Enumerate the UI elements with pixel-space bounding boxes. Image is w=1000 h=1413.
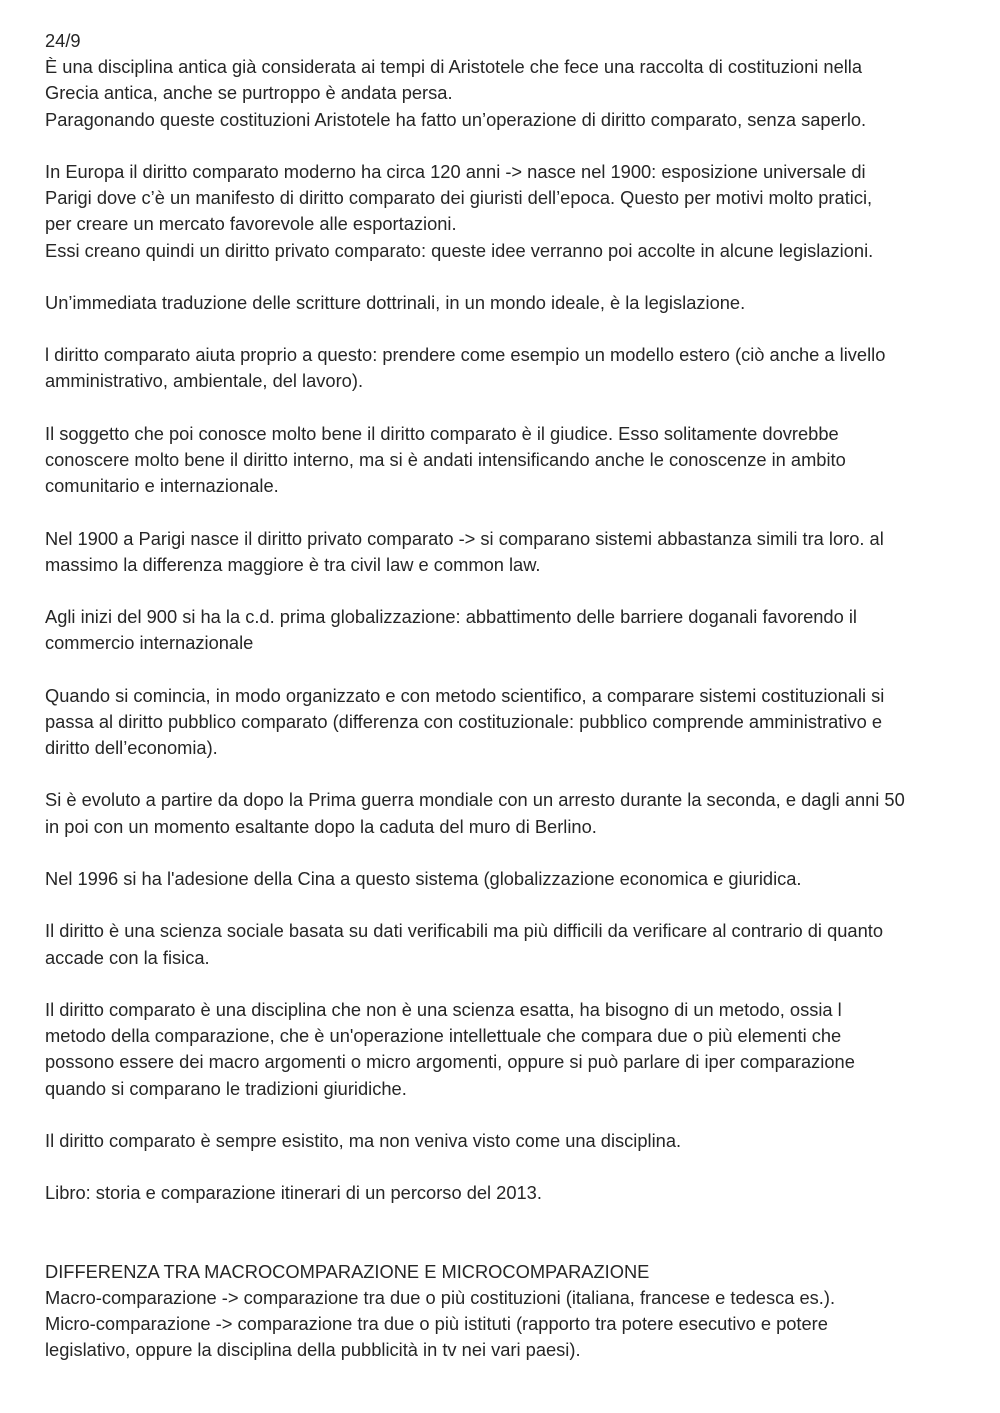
text-line: comunitario e internazionale. (45, 475, 279, 497)
paragraph-spacer (45, 395, 960, 421)
date-heading: 24/9 (45, 30, 81, 51)
paragraph (45, 866, 960, 892)
paragraph-spacer (45, 264, 960, 290)
text-line: Nel 1996 si ha l'adesione della Cina a questo sistema (globalizzazione economica e giuridica. (45, 868, 802, 889)
text-line: Parigi dove c’è un manifesto di diritto comparato dei giuristi dell’epoca. Questo per motivi molto pratici, (45, 187, 873, 209)
paragraph-list (45, 54, 960, 1206)
text-line: Quando si comincia, in modo organizzato e con metodo scientifico, a comparare sistemi costituzionali si (45, 684, 885, 706)
paragraph-spacer (45, 761, 960, 787)
text-line: Agli inizi del 900 si ha la c.d. prima globalizzazione: abbattimento delle barriere doganali favorendo il (45, 606, 857, 628)
paragraph (45, 918, 960, 970)
text-line: Grecia antica, anche se purtroppo è andata persa. (45, 82, 453, 104)
text-line: Nel 1900 a Parigi nasce il diritto privato comparato -> si comparano sistemi abbastanza simili tra loro. al (45, 527, 884, 549)
text-line: per creare un mercato favorevole alle esportazioni. (45, 213, 457, 235)
paragraph-spacer (45, 657, 960, 683)
text-line: In Europa il diritto comparato moderno ha circa 120 anni -> nasce nel 1900: esposizione universale di (45, 160, 866, 182)
text-line: accade con la fisica. (45, 946, 210, 968)
text-line: possono essere dei macro argomenti o micro argomenti, oppure si può parlare di iper comparazione (45, 1051, 855, 1073)
paragraph (45, 997, 960, 1102)
text-line: amministrativo, ambientale, del lavoro). (45, 370, 364, 392)
text-line: Il diritto è una scienza sociale basata su dati verificabili ma più difficili da verificare al contrario di quanto (45, 920, 883, 942)
document-page (45, 28, 960, 1364)
paragraph-spacer (45, 578, 960, 604)
paragraph-spacer (45, 133, 960, 159)
text-line: conoscere molto bene il diritto interno, ma si è andati intensificando anche le conoscenze in ambito (45, 449, 846, 470)
text-line: l diritto comparato aiuta proprio a questo: prendere come esempio un modello estero (ciò anche a livello (45, 344, 886, 366)
text-line: massimo la differenza maggiore è tra civil law e common law. (45, 553, 541, 575)
paragraph (45, 290, 960, 316)
paragraph (45, 683, 960, 762)
paragraph-spacer (45, 971, 960, 997)
text-line: legislativo, oppure la disciplina della pubblicità in tv nei vari paesi). (45, 1339, 581, 1361)
text-line: diritto dell’economia). (45, 737, 218, 759)
text-line: Il soggetto che poi conosce molto bene il diritto comparato è il giudice. Esso solitamente dovrebbe (45, 422, 839, 444)
section-body (45, 1285, 960, 1364)
paragraph-spacer (45, 1154, 960, 1180)
paragraph-spacer (45, 1102, 960, 1128)
text-line: Il diritto comparato è sempre esistito, ma non veniva visto come una disciplina. (45, 1129, 682, 1151)
text-line: Un’immediata traduzione delle scritture dottrinali, in un mondo ideale, è la legislazione. (45, 291, 746, 313)
text-line: È una disciplina antica già considerata ai tempi di Aristotele che fece una raccolta di costituzioni nella (45, 56, 863, 78)
text-line: Paragonando queste costituzioni Aristotele ha fatto un’operazione di diritto comparato, senza saperlo. (45, 108, 867, 130)
paragraph-spacer (45, 499, 960, 525)
paragraph (45, 1180, 960, 1206)
section-heading: DIFFERENZA TRA MACROCOMPARAZIONE E MICROCOMPARAZIONE (45, 1260, 650, 1282)
text-line: metodo della comparazione, che è un'operazione intellettuale che compara due o più elementi che (45, 1025, 842, 1047)
text-line: commercio internazionale (45, 632, 254, 654)
paragraph (45, 421, 960, 500)
paragraph (45, 1128, 960, 1154)
paragraph (45, 54, 960, 133)
paragraph (45, 526, 960, 578)
paragraph (45, 159, 960, 264)
text-line: Il diritto comparato è una disciplina che non è una scienza esatta, ha bisogno di un metodo, ossia l (45, 998, 842, 1020)
text-line: Si è evoluto a partire da dopo la Prima guerra mondiale con un arresto durante la seconda, e dagli anni 50 (45, 789, 905, 811)
paragraph (45, 604, 960, 656)
paragraph-spacer (45, 316, 960, 342)
text-line: quando si comparano le tradizioni giuridiche. (45, 1077, 407, 1099)
paragraph (45, 342, 960, 394)
paragraph-spacer (45, 840, 960, 866)
paragraph (45, 787, 960, 839)
text-line: Macro-comparazione -> comparazione tra due o più costituzioni (italiana, francese e tedesca es.). (45, 1287, 836, 1309)
section-macro-micro (45, 1259, 960, 1364)
text-line: Micro-comparazione -> comparazione tra due o più istituti (rapporto tra potere esecutivo e potere (45, 1313, 828, 1335)
paragraph-spacer (45, 892, 960, 918)
text-line: Libro: storia e comparazione itinerari di un percorso del 2013. (45, 1182, 542, 1204)
text-line: passa al diritto pubblico comparato (differenza con costituzionale: pubblico comprende amministrativo e (45, 710, 882, 732)
text-line: in poi con un momento esaltante dopo la caduta del muro di Berlino. (45, 815, 597, 837)
text-line: Essi creano quindi un diritto privato comparato: queste idee verranno poi accolte in alcune legislazioni. (45, 239, 874, 261)
section-spacer (45, 1206, 960, 1258)
